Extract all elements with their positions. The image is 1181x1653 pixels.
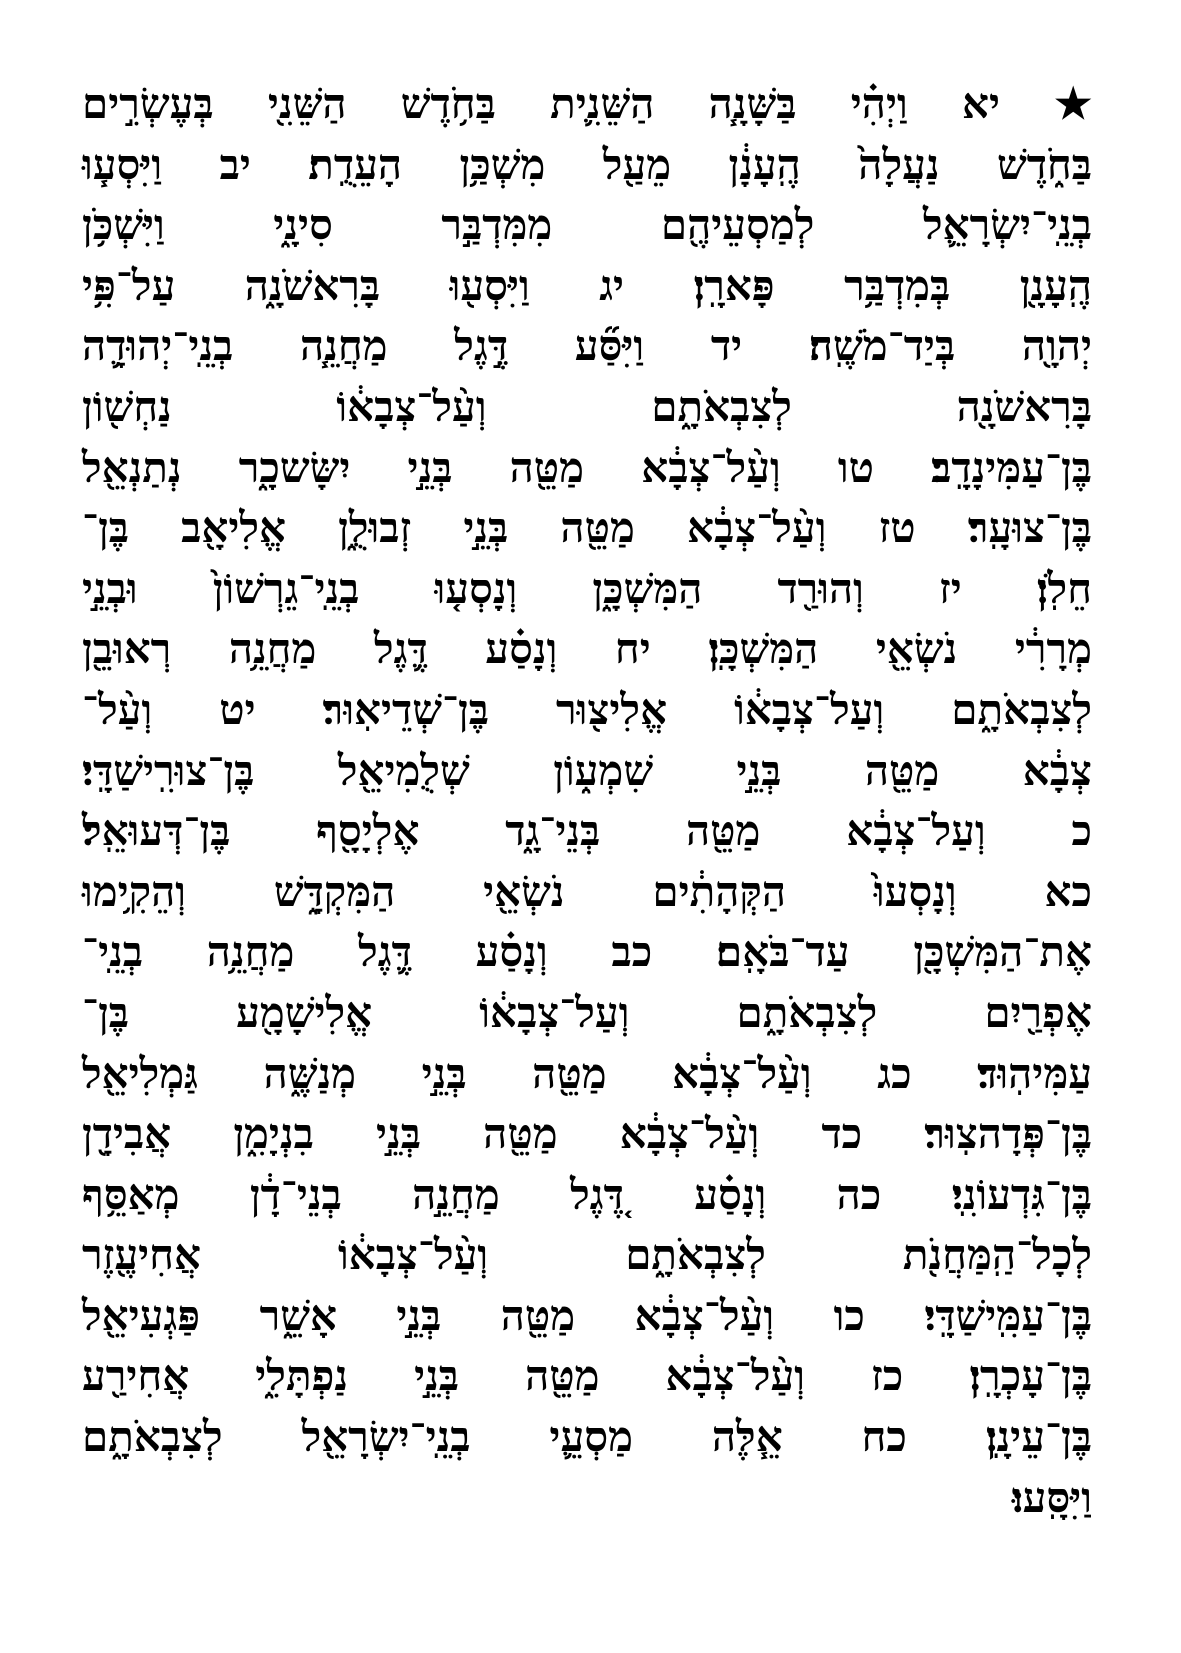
text-line: כ וְעַל־צְבָ֔א מַטֵּ֖ה בְּנֵי־גָ֑ד אֶלְיָסָ֖ף בֶּן־דְּעוּאֵֽל׃ [82,806,1092,856]
text-line: בֶּן־עֵינָֽן׃ כח אֵ֧לֶּה מַסְעֵ֛י בְנֵֽי־יִשְׂרָאֵ֖ל לְצִבְאֹתָ֑ם [82,1412,1092,1462]
text-line-last: וַיִּסָּֽעוּ׃ [1011,1472,1092,1522]
text-column [82,74,1092,1528]
text-line: בֶּן־עַמִּינָדָֽב׃ טו וְעַ֨ל־צְבָ֔א מַטֵּ֖ה בְּנֵ֣י יִשָּׂשכָ֑ר נְתַנְאֵ֖ל [82,442,1092,492]
text-line: מְרָרִ֔י נֹשְׂאֵ֖י הַמִּשְׁכָּֽן׃ יח וְנָסַ֗ע דֶּ֛גֶל מַחֲנֵ֥ה רְאוּבֵ֖ן [82,624,1092,674]
text-line: כא וְנָסְעוּ֙ הַקְּהָתִ֔ים נֹשְׂאֵ֖י הַמִּקְדָּ֑שׁ וְהֵקִ֥ימוּ [82,866,1092,916]
text-line: בֶּן־גִּדְעוֹנִֽי׃ כה וְנָסַ֗ע דֶּ֚גֶל מַחֲנֵ֣ה בְנֵי־דָ֔ן מְאַסֵּ֥ף [82,1169,1092,1219]
text-line: בֶּן־פְּדָהצֽוּר׃ כד וְעַ֨ל־צְבָ֔א מַטֵּ֖ה בְּנֵ֣י בִנְיָמִ֑ן אֲבִידָ֖ן [82,1109,1092,1159]
text-line: יְהוָ֖ה בְּיַד־מֹשֶֽׁה׃ יד וַיִּסַּ֞ע דֶּ֣גֶל מַחֲנֵ֧ה בְנֵֽי־יְהוּדָ֛ה [82,321,1092,371]
text-line: לְצִבְאֹתָ֑ם וְעַל־צְבָא֔וֹ אֱלִיצ֖וּר בֶּן־שְׁדֵיאֽוּר׃ יט וְעַ֨ל־ [82,684,1092,734]
text-line: בֶּן־עַמִּֽישַׁדָּֽי׃ כו וְעַ֨ל־צְבָ֔א מַטֵּ֖ה בְּנֵ֣י אָשֵׁ֑ר פַּגְעִיאֵ֖ל [82,1290,1092,1340]
text-line: אֶת־הַמִּשְׁכָּ֖ן עַד־בֹּאָֽם׃ כב וְנָסַ֗ע דֶּ֛גֶל מַחֲנֵ֥ה בְנֵֽי־ [82,927,1092,977]
text-line: עַמִּיהֽוּד׃ כג וְעַ֨ל־צְבָ֔א מַטֵּ֖ה בְּנֵ֣י מְנַשֶּׁ֑ה גַּמְלִיאֵ֖ל [82,1048,1092,1098]
text-line: הֶֽעָנָ֖ן בְּמִדְבַּ֥ר פָּארָֽן׃ יג וַיִּסְע֖וּ בָּרִאשֹׁנָ֑ה עַל־פִּ֥י [82,260,1092,310]
text-line: בֶּן־עָכְרָֽן׃ כז וְעַ֨ל־צְבָ֔א מַטֵּ֖ה בְּנֵ֣י נַפְתָּלִ֑י אֲחִירַ֖ע [82,1351,1092,1401]
text-line: חֵלֹֽן׃ יז וְהוּרַ֖ד הַמִּשְׁכָּ֑ן וְנָסְע֤וּ בְנֵֽי־גֵרְשׁוֹן֙ וּבְנֵ֣י [82,563,1092,613]
text-line: צְבָ֔א מַטֵּ֖ה בְּנֵ֣י שִׁמְע֑וֹן שְׁלֻמִיאֵ֖ל בֶּן־צוּרִֽישַׁדָּֽי׃ [82,745,1092,795]
text-line: בָּרִאשֹׁנָ֖ה לְצִבְאֹתָ֑ם וְעַ֨ל־צְבָא֔וֹ נַחְשׁ֖וֹן [82,381,1092,431]
text-line: אֶפְרַ֖יִם לְצִבְאֹתָ֑ם וְעַל־צְבָא֔וֹ אֱלִישָׁמָ֖ע בֶּן־ [82,987,1092,1037]
text-line: לְכָל־הַֽמַּחֲנֹ֖ת לְצִבְאֹתָ֑ם וְעַ֨ל־צְבָא֔וֹ אֲחִיעֶ֖זֶר [82,1230,1092,1280]
text-line: בֶּן־צוּעָֽר׃ טז וְעַ֨ל־צְבָ֔א מַטֵּ֖ה בְּנֵ֣י זְבוּלֻ֑ן אֱלִיאָ֖ב בֶּן־ [82,503,1092,553]
text-line: בַּחֹ֑דֶשׁ נַעֲלָה֙ הֶֽעָנָ֔ן מֵעַ֖ל מִשְׁכַּ֥ן הָעֵדֻֽת׃ יב וַיִּסְע֧וּ [82,139,1092,189]
text-line: בְנֵֽי־יִשְׂרָאֵ֛ל לְמַסְעֵיהֶ֖ם מִמִּדְבַּ֣ר סִינָ֑י וַיִּשְׁכֹּ֥ן [82,200,1092,250]
text-line: ★ יא וַיְהִ֗י בַּשָּׁנָ֧ה הַשֵּׁנִ֛ית בַּחֹ֥דֶשׁ הַשֵּׁנִ֖י בְּעֶשְׂרִ֣ים [82,79,1092,128]
